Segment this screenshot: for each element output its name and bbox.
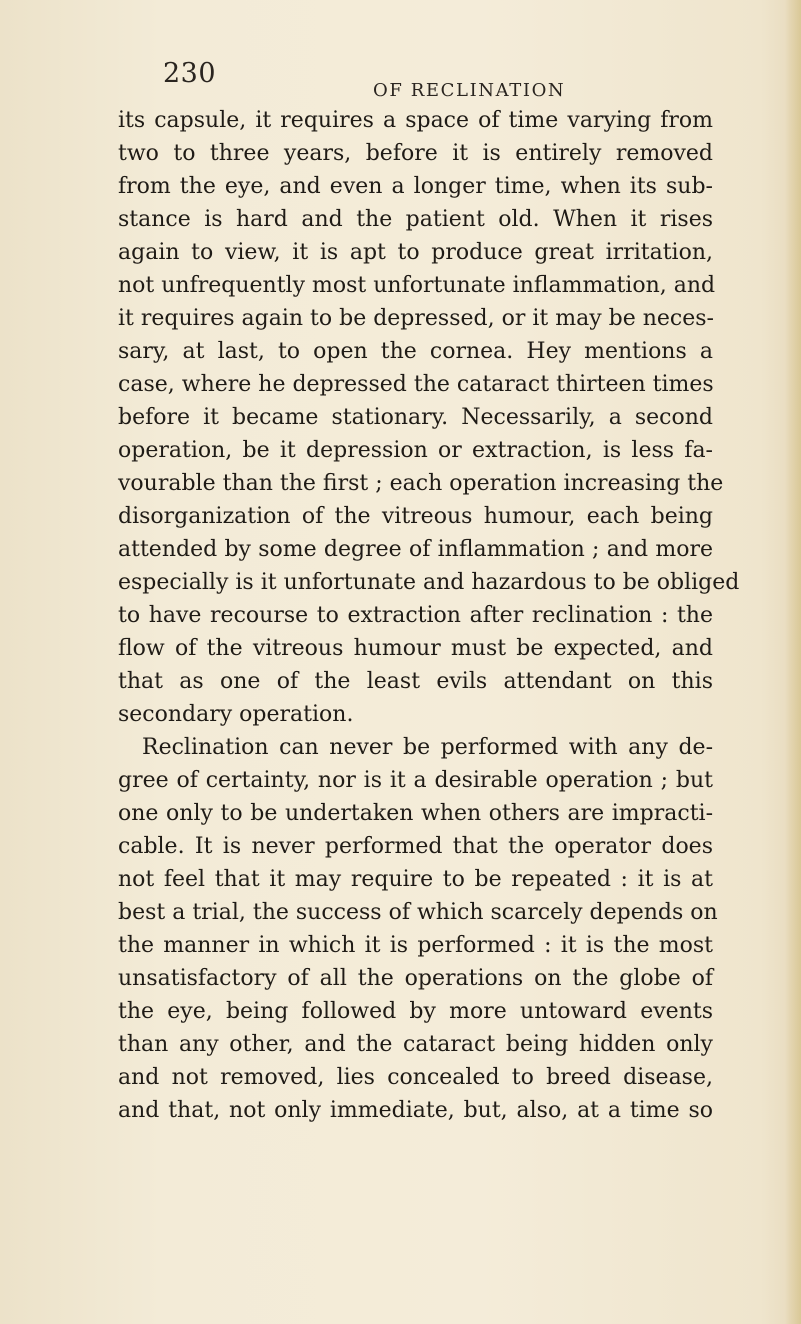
text-line: cable. It is never performed that the operator does — [118, 834, 713, 859]
text-line: unsatisfactory of all the operations on the globe of — [118, 966, 713, 991]
text-line: than any other, and the cataract being hidden only — [118, 1032, 713, 1057]
text-line: case, where he depressed the cataract thirteen times — [118, 372, 714, 397]
text-line: best a trial, the success of which scarcely depends on — [118, 900, 718, 925]
text-line: stance is hard and the patient old. When it rises — [118, 207, 713, 232]
text-line: attended by some degree of inflammation ; and more — [118, 537, 713, 562]
text-line: gree of certainty, nor is it a desirable operation ; but — [118, 768, 713, 793]
text-line: the manner in which it is performed : it is the most — [118, 933, 713, 958]
text-line: not unfrequently most unfortunate inflammation, and — [118, 273, 716, 298]
text-line: especially is it unfortunate and hazardous to be obliged — [118, 570, 740, 595]
text-line: operation, be it depression or extraction, is less fa- — [118, 438, 713, 463]
text-line: not feel that it may require to be repeated : it is at — [118, 867, 713, 892]
text-line: and not removed, lies concealed to breed disease, — [118, 1065, 713, 1090]
text-line: that as one of the least evils attendant on this — [118, 669, 713, 694]
text-line: from the eye, and even a longer time, when its sub- — [118, 174, 713, 199]
body-text — [118, 104, 740, 1127]
text-line: before it became stationary. Necessarily, a second — [118, 405, 713, 430]
text-line: its capsule, it requires a space of time varying from — [118, 108, 713, 133]
text-line: one only to be undertaken when others are impracti- — [118, 801, 713, 826]
page-edge-shadow — [785, 0, 801, 1324]
running-title: OF RECLINATION — [373, 80, 566, 101]
text-line: disorganization of the vitreous humour, each being — [118, 504, 713, 529]
text-line: again to view, it is apt to produce great irritation, — [118, 240, 713, 265]
text-line: to have recourse to extraction after reclination : the — [118, 603, 713, 628]
page-number: 230 — [163, 58, 217, 89]
text-line: vourable than the first ; each operation increasing the — [118, 471, 724, 496]
text-line: sary, at last, to open the cornea. Hey mentions a — [118, 339, 713, 364]
text-line: and that, not only immediate, but, also, at a time so — [118, 1098, 713, 1123]
text-line: it requires again to be depressed, or it may be neces- — [118, 306, 714, 331]
text-line: secondary operation. — [118, 702, 354, 727]
text-line: two to three years, before it is entirely removed — [118, 141, 713, 166]
text-line: the eye, being followed by more untoward events — [118, 999, 713, 1024]
text-line: flow of the vitreous humour must be expected, and — [118, 636, 713, 661]
text-line: Reclination can never be performed with any de- — [142, 735, 713, 760]
